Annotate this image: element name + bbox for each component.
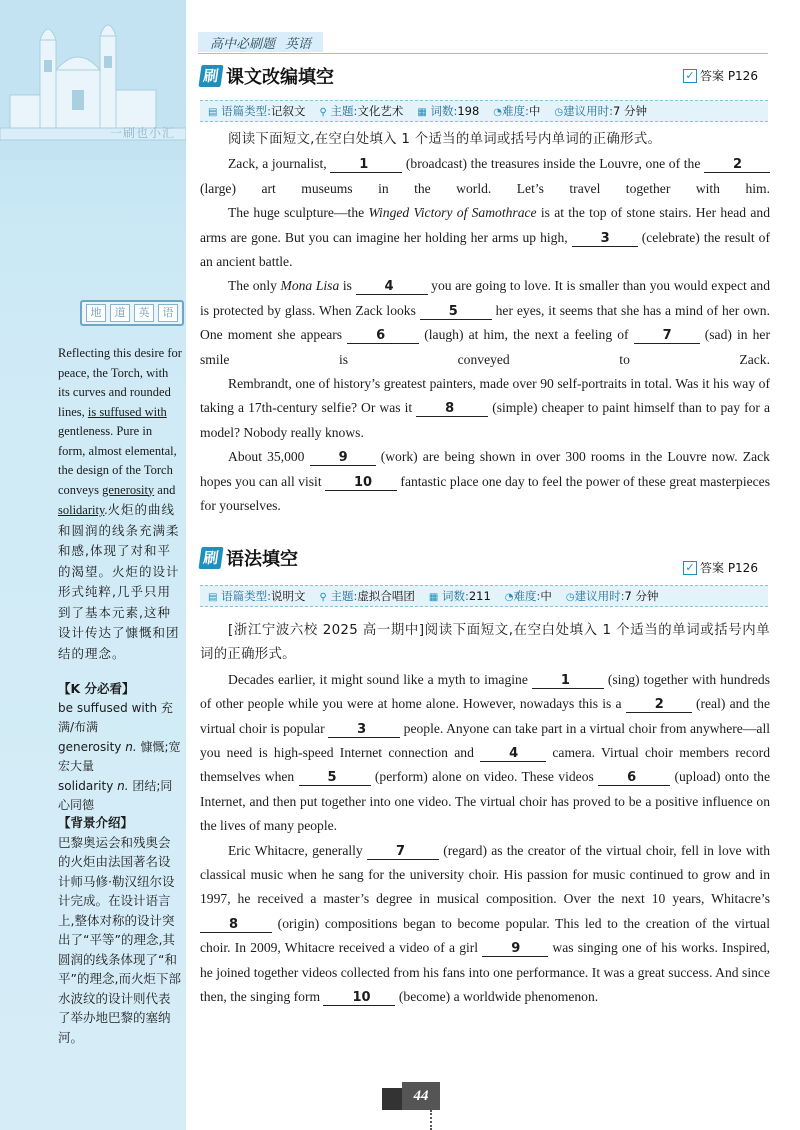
book-title: 高中必刷题 (210, 36, 276, 52)
tag-char: 地 (86, 304, 106, 322)
blank-6[interactable]: 6 (598, 770, 670, 786)
meta-topic: ⚲ 主题:虚拟合唱团 (319, 589, 415, 603)
section1-title (200, 63, 334, 89)
vocabulary-item: be suffused with 充满/布满 (58, 700, 173, 734)
answer-page: 答案 P126 (700, 561, 758, 575)
blank-10[interactable]: 10 (323, 990, 395, 1006)
excerpt-text: gentleness. Pure in form, almost elemental, the design of the Torch conveys (58, 424, 177, 497)
section2-meta-bar (200, 585, 768, 607)
blank-8[interactable]: 8 (200, 917, 272, 933)
excerpt-underlined: generosity (102, 482, 155, 497)
background-notes (58, 813, 182, 1047)
blank-2[interactable]: 2 (704, 157, 770, 173)
gauge-icon: ◔ (504, 592, 514, 603)
subject-label: 英语 (285, 36, 312, 52)
vocab-word: solidarity (58, 778, 118, 793)
excerpt-underlined: solidarity (58, 503, 105, 517)
decor-square (382, 1088, 404, 1110)
section2-title (200, 545, 298, 571)
blank-5[interactable]: 5 (299, 770, 371, 786)
meta-time: ◷建议用时:7 分钟 (554, 104, 647, 118)
document-icon: ▤ (208, 107, 218, 118)
paragraph: Rembrandt, one of history’s greatest painters, made over 90 self-portraits in total. Was it his way of taking a 17th-century selfie? Or was it 8 (simple) cheaper to paint himself than to pay for a model? Nobody really knows. (200, 376, 771, 440)
section1-meta-bar (200, 100, 768, 122)
tag-char: 英 (134, 304, 154, 322)
blank-1[interactable]: 1 (532, 673, 604, 689)
section2-passage (200, 619, 770, 1010)
vocab-pos: n. (117, 778, 129, 793)
idiomatic-english-tag (80, 300, 184, 326)
blank-2[interactable]: 2 (626, 697, 692, 713)
excerpt-text: Reflecting this desire for peace, the Torch, with its curves and rounded lines, (58, 346, 182, 419)
blank-6[interactable]: 6 (347, 328, 419, 344)
blank-3[interactable]: 3 (328, 722, 400, 738)
paragraph: Zack, a journalist, 1 (broadcast) the treasures inside the Louvre, one of the 2 (large) art museums in the world. Let’s travel together with him. (200, 156, 770, 196)
background-text: 巴黎奥运会和残奥会的火炬由法国著名设计师马修·勒汉纽尔设计完成。在设计语言上,整体对称的设计突出了“平等”的理念,其圆润的线条体现了“和平”的理念,而火炬下部水波纹的设计则代表了举办地巴黎的塞纳河。 (58, 834, 181, 1045)
paragraph: About 35,000 9 (work) are being shown in over 300 rooms in the Louvre now. Zack hopes you can all visit 10 fantastic place one day to feel the power of these great masterpieces for yourselves. (200, 449, 771, 514)
cathedral-illustration (0, 0, 186, 160)
blank-5[interactable]: 5 (420, 304, 492, 320)
section1-title-text: 课文改编填空 (226, 67, 334, 88)
meta-difficulty: ◔难度:中 (504, 589, 552, 603)
section2-title-text: 语法填空 (226, 549, 298, 570)
search-icon: ⚲ (319, 107, 327, 118)
blank-8[interactable]: 8 (416, 401, 488, 417)
excerpt-underlined: is suffused with (87, 404, 167, 419)
book-header (198, 32, 323, 52)
vocabulary-title: 【K 分必看】 (58, 681, 135, 696)
brush-icon: 刷 (198, 547, 223, 569)
tag-char: 语 (158, 304, 178, 322)
section1-passage (200, 128, 770, 519)
section2-instruction: [浙江宁波六校 2025 高一期中]阅读下面短文,在空白处填入 1 个适当的单词或括号内单词的正确形式。 (200, 623, 770, 663)
document-icon: ▤ (208, 592, 218, 603)
search-icon: ⚲ (319, 592, 327, 603)
vocabulary-notes (58, 679, 182, 816)
sidebar-english-excerpt (58, 344, 182, 664)
sidebar (0, 0, 186, 1130)
vocab-word: generosity (58, 739, 126, 754)
blank-9[interactable]: 9 (310, 450, 376, 466)
blank-7[interactable]: 7 (367, 844, 439, 860)
vocabulary-item (58, 738, 182, 777)
excerpt-text: . (104, 503, 108, 517)
blank-4[interactable]: 4 (480, 746, 546, 762)
section1-instruction: 阅读下面短文,在空白处填入 1 个适当的单词或括号内单词的正确形式。 (228, 132, 662, 147)
check-icon: ✓ (683, 561, 697, 575)
background-title: 【背景介绍】 (58, 815, 134, 830)
sidebar-motto: 一刷也小汇 (110, 126, 176, 140)
blank-3[interactable]: 3 (572, 231, 638, 247)
answer-page: 答案 P126 (700, 69, 758, 83)
blank-1[interactable]: 1 (330, 157, 402, 173)
paragraph: Eric Whitacre, generally 7 (regard) as the creator of the virtual choir, fell in love with classical music when he sang for the university choir. His passion for music continued to grow and in 1997, he received a master’s degree in musical composition. Over the next 10 years, Whitacre’s 8 (origin) compositions began to become popular. This led to the creation of the virtual choir. In 2009, Whitacre received a video of a girl 9 was singing one of his works. Inspired, he joined together videos collected from his fans into one performance. It was a great success. And since then, the singing form 10 (become) a worldwide phenomenon. (200, 842, 770, 1006)
meta-words: ▦ 词数:211 (428, 589, 491, 603)
paragraph: Decades earlier, it might sound like a myth to imagine 1 (sing) together with hundreds of other people while you were at home alone. However, nowadays this is a 2 (real) and the virtual choir is popular 3 people. Anyone can take part in a virtual choir from anywhere—all you need is high-speed Internet connection and 4 camera. Virtual choir members record themselves when 5 (perform) alone on video. These videos 6 (upload) onto the Internet, and then put together into one video. The virtual choir has proved to be a positive influence on the lives of many people. (200, 671, 771, 834)
vocab-meaning: 慷慨;宽宏大量 (58, 739, 181, 773)
vocab-meaning: 团结;同心同德 (58, 778, 173, 812)
brush-icon: 刷 (198, 65, 223, 87)
meta-type: ▤ 语篇类型:记叙文 (208, 104, 306, 118)
vocab-pos: n. (125, 739, 137, 754)
gauge-icon: ◔ (493, 107, 503, 118)
count-icon: ▦ (417, 107, 427, 118)
meta-words: ▦ 词数:198 (417, 104, 480, 118)
page-number: 44 (402, 1082, 440, 1110)
section2-answer-ref (683, 559, 758, 576)
excerpt-text: and (154, 482, 176, 497)
page-number-badge (382, 1082, 440, 1116)
clock-icon: ◷ (565, 592, 575, 603)
blank-4[interactable]: 4 (356, 279, 428, 295)
vocabulary-item (58, 777, 182, 816)
header-divider (198, 53, 768, 54)
meta-type: ▤ 语篇类型:说明文 (208, 589, 306, 603)
sculpture-title: Winged Victory of Samothrace (368, 205, 537, 221)
clock-icon: ◷ (554, 107, 564, 118)
decor-dots (430, 1110, 432, 1130)
paragraph: The huge sculpture—the Winged Victory of Samothrace is at the top of stone stairs. Her head and arms are gone. But you can imagine her holding her arms up high, 3 (celebrate) the result of an ancient battle. (200, 205, 770, 270)
tag-char: 道 (110, 304, 130, 322)
section1-answer-ref (683, 67, 758, 84)
check-icon: ✓ (683, 69, 697, 83)
paragraph: The only Mona Lisa is 4 you are going to love. It is smaller than you would expect and is protected by glass. When Zack looks 5 her eyes, it seems that she has a mind of her own. One moment she appears 6 (laugh) at him, the next a feeling of 7 (sad) in her smile is conveyed to Zack. (200, 278, 770, 367)
painting-title: Mona Lisa (280, 278, 340, 294)
meta-time: ◷建议用时:7 分钟 (565, 589, 659, 603)
blank-9[interactable]: 9 (482, 941, 548, 957)
count-icon: ▦ (428, 592, 439, 603)
meta-difficulty: ◔难度:中 (493, 104, 541, 118)
excerpt-translation: 火炬的曲线和圆润的线条充满柔和感,体现了对和平的渴望。火炬的设计形式纯粹,几乎只用到了基本元素,这种设计传达了慷慨和团结的理念。 (58, 502, 180, 661)
blank-10[interactable]: 10 (325, 475, 397, 491)
blank-7[interactable]: 7 (634, 328, 700, 344)
meta-topic: ⚲ 主题:文化艺术 (319, 104, 404, 118)
